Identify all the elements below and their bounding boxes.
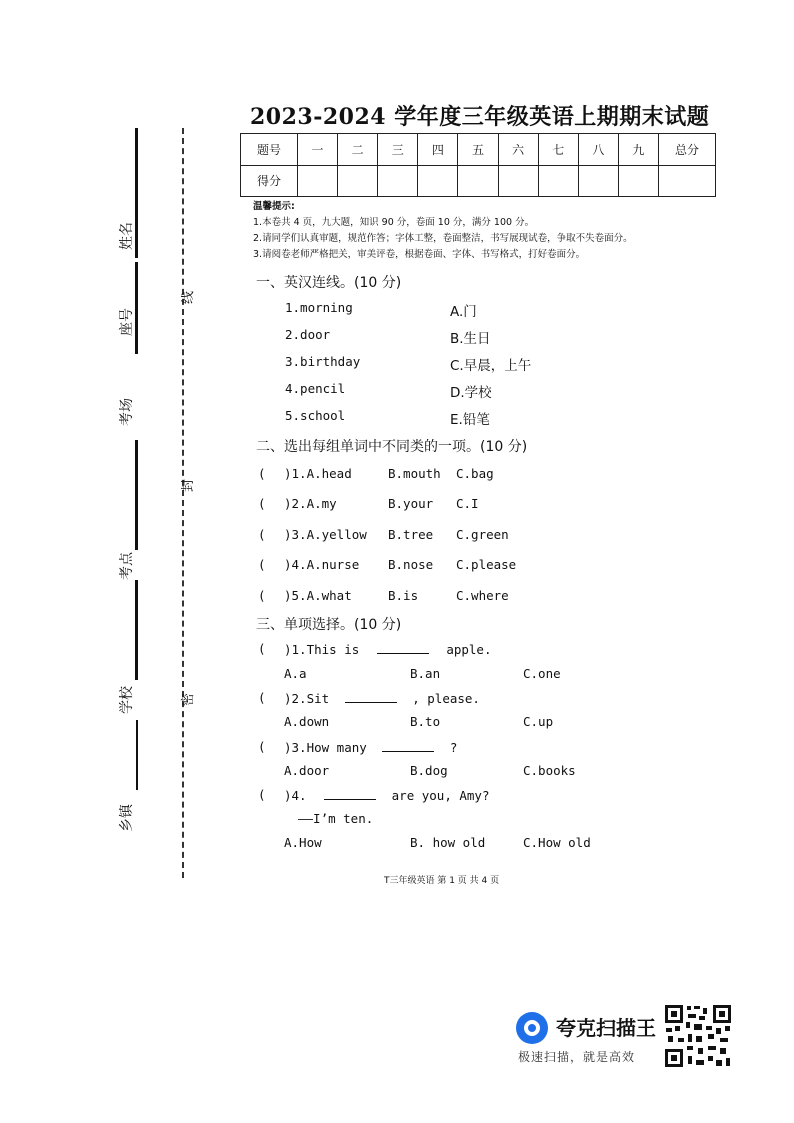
match-left-item: 5.school: [285, 408, 346, 423]
score-cell[interactable]: [378, 165, 418, 197]
answer-paren[interactable]: (: [258, 527, 266, 542]
q3-4-option-b: B. how old: [410, 835, 486, 850]
answer-paren[interactable]: (: [258, 641, 266, 656]
q2-item-b: B.nose: [388, 557, 434, 572]
match-left-item: 4.pencil: [285, 381, 346, 396]
q3-4-answer-line: ——I’m ten.: [298, 811, 374, 826]
answer-paren[interactable]: (: [258, 557, 266, 572]
binding-line-bottom: [135, 580, 138, 680]
page-footer: T三年级英语 第 1 页 共 4 页: [384, 876, 500, 886]
score-cell[interactable]: [418, 165, 458, 197]
q2-item-a: )2.A.my: [284, 496, 337, 511]
answer-blank[interactable]: [382, 739, 434, 752]
q3-2-option-c: C.up: [523, 714, 554, 729]
notes-line: 2.请同学们认真审题，规范作答；字体工整，卷面整洁，书写展现试卷，争取不失卷面分。: [253, 233, 633, 244]
field-name-label: 姓名: [119, 222, 135, 250]
q2-item-c: C.green: [456, 527, 509, 542]
scanner-slogan: 极速扫描，就是高效: [518, 1050, 636, 1064]
scanner-logo-dot: [528, 1024, 536, 1032]
score-header-cell: 三: [378, 134, 418, 166]
q2-item-b: B.your: [388, 496, 434, 511]
binding-line-end: [136, 720, 138, 790]
qr-code-icon: [664, 1004, 732, 1068]
q3-3-option-c: C.books: [523, 763, 576, 778]
q3-4-option-a: A.How: [284, 835, 322, 850]
q3-2-stem: [284, 690, 480, 706]
match-right-item: B.生日: [450, 331, 491, 347]
q3-3-stem: [284, 739, 457, 755]
answer-paren[interactable]: (: [258, 739, 266, 754]
field-seat-label: 座号: [119, 308, 135, 336]
q3-1-option-c: C.one: [523, 666, 561, 681]
answer-paren[interactable]: (: [258, 588, 266, 603]
q3-4-post: are you, Amy?: [391, 788, 490, 803]
q2-item-c: C.I: [456, 496, 479, 511]
field-site-label: 考点: [119, 552, 135, 580]
q3-2-option-a: A.down: [284, 714, 330, 729]
notes-line: 3.请阅卷老师严格把关，审美评卷，根据卷面、字体、书写格式，打好卷面分。: [253, 249, 586, 260]
seal-mark-line: 线: [181, 290, 197, 305]
score-header-cell: 总分: [659, 134, 716, 166]
score-table-score-row: [241, 165, 716, 197]
exam-title: 2023-2024 学年度三年级英语上期期末试题: [250, 104, 710, 130]
q3-2-pre: )2.Sit: [284, 691, 330, 706]
score-cell[interactable]: [618, 165, 658, 197]
q2-item-c: C.please: [456, 557, 517, 572]
q2-item-a: )5.A.what: [284, 588, 352, 603]
score-header-cell: 六: [498, 134, 538, 166]
match-right-item: E.铅笔: [450, 412, 490, 428]
match-left-item: 3.birthday: [285, 354, 361, 369]
score-cell[interactable]: [578, 165, 618, 197]
match-right-item: D.学校: [450, 385, 492, 401]
answer-paren[interactable]: (: [258, 466, 266, 481]
score-cell[interactable]: [338, 165, 378, 197]
score-cell[interactable]: [538, 165, 578, 197]
q3-4-pre: )4.: [284, 788, 307, 803]
q2-item-a: )3.A.yellow: [284, 527, 367, 542]
exam-notes: [253, 199, 633, 263]
section2-title: 二、选出每组单词中不同类的一项。(10 分): [256, 439, 528, 455]
q2-item-b: B.mouth: [388, 466, 441, 481]
score-header-cell: 八: [578, 134, 618, 166]
score-cell[interactable]: [498, 165, 538, 197]
score-header-cell: 一: [298, 134, 338, 166]
q2-item-a: )1.A.head: [284, 466, 352, 481]
notes-line: 1.本卷共 4 页，九大题，知识 90 分，卷面 10 分，满分 100 分。: [253, 217, 535, 228]
answer-paren[interactable]: (: [258, 496, 266, 511]
q3-4-stem: [284, 787, 489, 803]
seal-mark-close: 密: [181, 692, 197, 707]
score-header-cell: 五: [458, 134, 498, 166]
field-town-label: 乡镇: [119, 804, 135, 832]
q2-item-c: C.where: [456, 588, 509, 603]
match-right-item: A.门: [450, 304, 477, 320]
q3-3-option-b: B.dog: [410, 763, 448, 778]
answer-blank[interactable]: [324, 787, 376, 800]
q3-1-option-a: A.a: [284, 666, 307, 681]
score-header-cell: 题号: [241, 134, 298, 166]
q2-item-c: C.bag: [456, 466, 494, 481]
q3-1-stem: [284, 641, 491, 657]
score-table-header-row: [241, 134, 716, 166]
score-cell[interactable]: [659, 165, 716, 197]
score-header-cell: 二: [338, 134, 378, 166]
answer-paren[interactable]: (: [258, 690, 266, 705]
q3-3-post: ?: [449, 740, 458, 755]
match-right-item: C.早晨，上午: [450, 358, 532, 374]
score-header-cell: 四: [418, 134, 458, 166]
scanner-brand: 夸克扫描王: [556, 1016, 656, 1040]
q2-item-b: B.tree: [388, 527, 434, 542]
q3-3-option-a: A.door: [284, 763, 330, 778]
match-left-item: 1.morning: [285, 300, 353, 315]
score-table: [240, 133, 716, 197]
q3-2-post: , please.: [412, 691, 480, 706]
answer-paren[interactable]: (: [258, 787, 266, 802]
field-school-label: 学校: [119, 686, 135, 714]
answer-blank[interactable]: [377, 641, 429, 654]
q3-2-option-b: B.to: [410, 714, 441, 729]
q3-4-option-c: C.How old: [523, 835, 591, 850]
section1-title: 一、英汉连线。(10 分): [256, 275, 402, 291]
q3-1-option-b: B.an: [410, 666, 441, 681]
q3-1-post: apple.: [446, 642, 492, 657]
notes-heading: 温馨提示:: [253, 201, 295, 212]
binding-line-lower: [135, 440, 138, 550]
q3-3-pre: )3.How many: [284, 740, 367, 755]
q3-1-pre: )1.This is: [284, 642, 360, 657]
seal-dashed-line: [182, 128, 184, 878]
score-cell[interactable]: [458, 165, 498, 197]
answer-blank[interactable]: [345, 690, 397, 703]
score-row-label: 得分: [241, 165, 298, 197]
field-room-label: 考场: [119, 398, 135, 426]
q2-item-b: B.is: [388, 588, 419, 603]
section3-title: 三、单项选择。(10 分): [256, 617, 402, 633]
score-header-cell: 九: [618, 134, 658, 166]
score-header-cell: 七: [538, 134, 578, 166]
match-left-item: 2.door: [285, 327, 331, 342]
score-cell[interactable]: [298, 165, 338, 197]
seal-mark-seal: 封: [181, 478, 197, 493]
q2-item-a: )4.A.nurse: [284, 557, 360, 572]
